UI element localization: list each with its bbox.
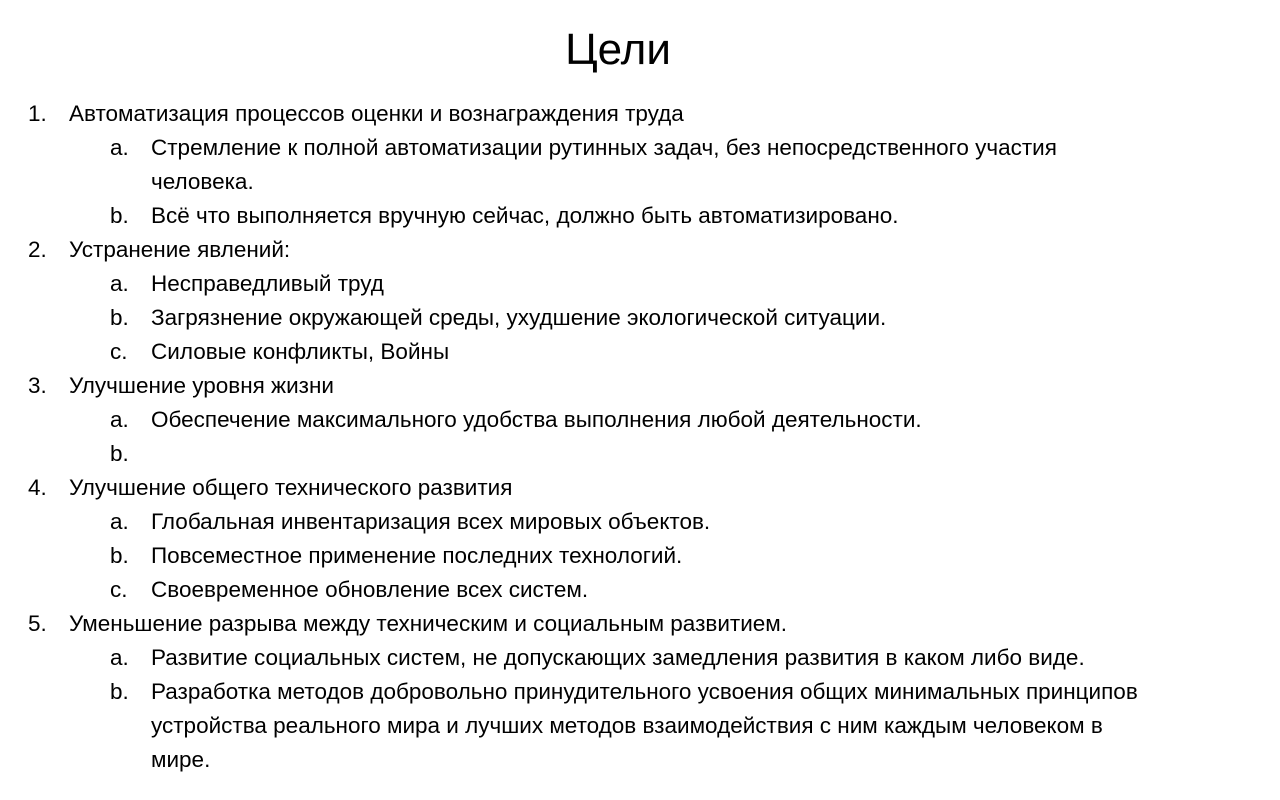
sub-list <box>69 131 1280 233</box>
sub-item <box>69 267 1280 301</box>
sub-item-line: Загрязнение окружающей среды, ухудшение экологической ситуации. <box>151 305 887 330</box>
sub-item-line: Глобальная инвентаризация всех мировых объектов. <box>151 509 711 534</box>
sub-item-letter: c. <box>110 339 128 364</box>
sub-item-line: Несправедливый труд <box>151 271 384 296</box>
goal-item <box>0 471 1280 607</box>
sub-item-letter: b. <box>110 305 129 330</box>
goal-item <box>0 233 1280 369</box>
goal-number: 4. <box>28 475 47 500</box>
goal-number: 1. <box>28 101 47 126</box>
sub-item <box>69 131 1280 199</box>
sub-item-text <box>151 199 1261 233</box>
sub-item-text <box>151 437 1261 471</box>
sub-item-line <box>151 437 1261 471</box>
sub-item-text <box>151 539 1261 573</box>
sub-item-line: Разработка методов добровольно принудительного усвоения общих минимальных принципов <box>151 679 1138 704</box>
sub-item <box>69 437 1280 471</box>
sub-item-line: Повсеместное применение последних технологий. <box>151 543 683 568</box>
goal-number: 3. <box>28 373 47 398</box>
sub-item-letter: c. <box>110 577 128 602</box>
goal-text: Автоматизация процессов оценки и вознаграждения труда <box>69 101 684 126</box>
sub-item-letter: a. <box>110 135 129 160</box>
sub-item-line: устройства реального мира и лучших методов взаимодействия с ним каждым человеком в <box>151 713 1103 738</box>
goal-item <box>0 97 1280 233</box>
sub-item-line: Силовые конфликты, Войны <box>151 339 450 364</box>
sub-item-letter: a. <box>110 271 129 296</box>
goal-item <box>0 369 1280 471</box>
sub-item-text <box>151 335 1261 369</box>
goal-text: Устранение явлений: <box>69 237 291 262</box>
sub-item-line: Стремление к полной автоматизации рутинных задач, без непосредственного участия <box>151 135 1057 160</box>
goal-item <box>0 607 1280 777</box>
goal-text: Уменьшение разрыва между техническим и социальным развитием. <box>69 611 788 636</box>
sub-item-text <box>151 267 1261 301</box>
sub-item-text <box>151 301 1261 335</box>
sub-item <box>69 539 1280 573</box>
sub-item-text <box>151 505 1261 539</box>
sub-item-line: Всё что выполняется вручную сейчас, должно быть автоматизировано. <box>151 203 899 228</box>
sub-item-letter: b. <box>110 679 129 704</box>
sub-item-text <box>151 131 1261 199</box>
sub-item-letter: b. <box>110 543 129 568</box>
sub-item-line: мире. <box>151 747 211 772</box>
goal-text: Улучшение уровня жизни <box>69 373 334 398</box>
sub-list <box>69 641 1280 777</box>
sub-item-line: Обеспечение максимального удобства выполнения любой деятельности. <box>151 407 922 432</box>
sub-item-text <box>151 641 1261 675</box>
goal-list <box>0 97 1280 777</box>
goal-text: Улучшение общего технического развития <box>69 475 513 500</box>
sub-item-line: Развитие социальных систем, не допускающих замедления развития в каком либо виде. <box>151 645 1085 670</box>
sub-item-letter: b. <box>110 441 129 466</box>
sub-list <box>69 403 1280 471</box>
sub-item <box>69 675 1280 777</box>
sub-item <box>69 505 1280 539</box>
sub-item <box>69 199 1280 233</box>
sub-item <box>69 403 1280 437</box>
sub-item-text <box>151 573 1261 607</box>
sub-item-letter: b. <box>110 203 129 228</box>
goal-number: 2. <box>28 237 47 262</box>
sub-list <box>69 505 1280 607</box>
sub-item-line: человека. <box>151 169 254 194</box>
sub-item-text <box>151 403 1261 437</box>
sub-item-text <box>151 675 1261 777</box>
sub-item-line: Своевременное обновление всех систем. <box>151 577 589 602</box>
sub-list <box>69 267 1280 369</box>
sub-item <box>69 573 1280 607</box>
sub-item-letter: a. <box>110 509 129 534</box>
page-title: Цели <box>565 25 671 74</box>
goal-number: 5. <box>28 611 47 636</box>
sub-item-letter: a. <box>110 645 129 670</box>
sub-item <box>69 335 1280 369</box>
sub-item-letter: a. <box>110 407 129 432</box>
sub-item <box>69 641 1280 675</box>
sub-item <box>69 301 1280 335</box>
